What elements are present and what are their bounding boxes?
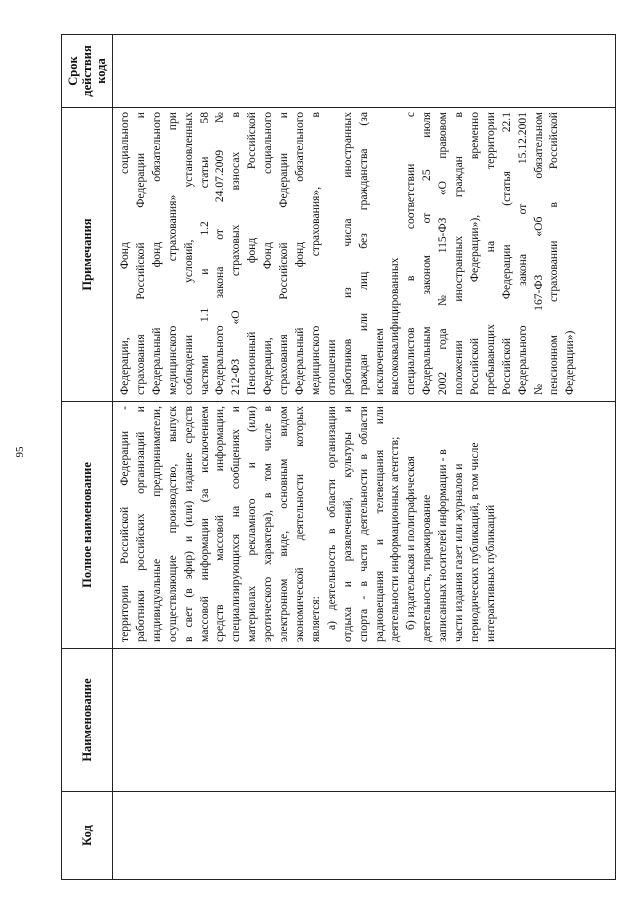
header-row <box>62 35 113 880</box>
notes-line: Федерации, Фонд социального <box>118 112 131 395</box>
header-code: Код <box>62 792 113 880</box>
header-name: Наименование <box>62 649 113 792</box>
full-name-line: эротического характера), в том числе в <box>261 406 275 642</box>
rotated-page <box>61 35 616 880</box>
notes-line: исключением <box>372 328 386 395</box>
name-cell <box>113 649 616 792</box>
full-name-line: является: <box>308 596 322 642</box>
notes-line: Федеральный фонд обязательного <box>292 112 306 395</box>
full-name-line: записанных носителей информации - в <box>436 449 450 642</box>
notes-line: Федерации») <box>563 330 577 395</box>
header-full-name: Полное наименование <box>62 402 113 649</box>
notes-line: 212-ФЗ «О страховых взносах в <box>229 112 243 395</box>
full-name-line: б) издательская и полиграфическая <box>404 456 418 630</box>
full-name-line: осуществляющие производство, выпуск <box>165 406 179 642</box>
full-name-line: а) деятельность в области организации <box>324 406 338 630</box>
page-number: 95 <box>14 446 26 458</box>
notes-line: частями 1.1 и 1.2 статьи 58 <box>197 112 211 395</box>
notes-line: пенсионном страховании в Российской <box>547 112 561 395</box>
notes-line: Федеральный фонд обязательного <box>149 112 163 395</box>
full-name-line: специализирующихся на сообщениях и <box>229 406 243 642</box>
full-name-line: спорта - в части деятельности в области <box>356 406 370 642</box>
notes-line: отношении <box>324 339 338 395</box>
full-name-line: индивидуальные предприниматели, <box>149 406 163 642</box>
full-name-line: в свет (в эфир) и (или) издание средств <box>181 406 195 642</box>
notes-line: Федерации, Фонд социального <box>261 112 275 395</box>
full-name-line: массовой информации (за исключением <box>197 406 211 642</box>
table-row <box>113 35 616 880</box>
notes-line: медицинского страхования» при <box>165 112 179 395</box>
full-name-line: деятельность, тиражирование <box>420 494 434 642</box>
full-name-line: радиовещания и телевещания или <box>372 406 386 642</box>
code-cell <box>113 792 616 880</box>
full-name-line: деятельности информационных агентств; <box>388 436 402 642</box>
full-name-line: отдыха и развлечений, культуры и <box>340 406 354 642</box>
notes-line: Федерального закона от 24.07.2009 № <box>213 112 227 395</box>
header-term: Срок действия кода <box>62 35 113 108</box>
full-name-cell <box>113 402 616 649</box>
notes-line: пребывающих на территории <box>483 112 497 395</box>
notes-line: Пенсионный фонд Российской <box>245 112 259 395</box>
notes-line: 2002 года № 115-ФЗ «О правовом <box>436 112 450 395</box>
classification-table <box>61 34 616 880</box>
term-cell <box>113 35 616 108</box>
full-name-line: электронном виде, основным видом <box>277 406 291 642</box>
notes-line: страхования Российской Федерации и <box>133 112 147 395</box>
full-name-line: средств массовой информации, <box>213 406 227 642</box>
notes-cell <box>113 108 616 402</box>
full-name-line: территории Российской Федерации - <box>118 406 131 642</box>
notes-line: Российской Федерации»), временно <box>467 112 481 395</box>
notes-line: специалистов в соответствии с <box>404 112 418 395</box>
notes-line: работников из числа иностранных <box>340 112 354 395</box>
full-name-line: периодических публикаций, в том числе <box>467 442 481 642</box>
notes-line: № 167-ФЗ «Об обязательном <box>531 112 545 395</box>
notes-line: положении иностранных граждан в <box>452 112 466 395</box>
notes-line: медицинского страхования», в <box>308 112 322 395</box>
notes-line: соблюдении условий, установленных <box>181 112 195 395</box>
full-name-line: экономической деятельности которых <box>292 406 306 642</box>
notes-line: высококвалифицированных <box>388 257 402 395</box>
notes-line: граждан или лиц без гражданства (за <box>356 112 370 395</box>
header-notes: Примечания <box>62 108 113 402</box>
full-name-line: материалах рекламного и (или) <box>245 406 259 642</box>
notes-line: Федеральным законом от 25 июля <box>420 112 434 395</box>
full-name-line: интерактивных публикаций <box>483 504 497 642</box>
notes-line: страхования Российской Федерации и <box>277 112 291 395</box>
notes-line: Федерального закона от 15.12.2001 <box>515 112 529 395</box>
full-name-line: работники российских организаций и <box>133 406 147 642</box>
full-name-line: части издания газет или журналов и <box>452 463 466 642</box>
notes-line: Российской Федерации (статья 22.1 <box>499 112 513 395</box>
